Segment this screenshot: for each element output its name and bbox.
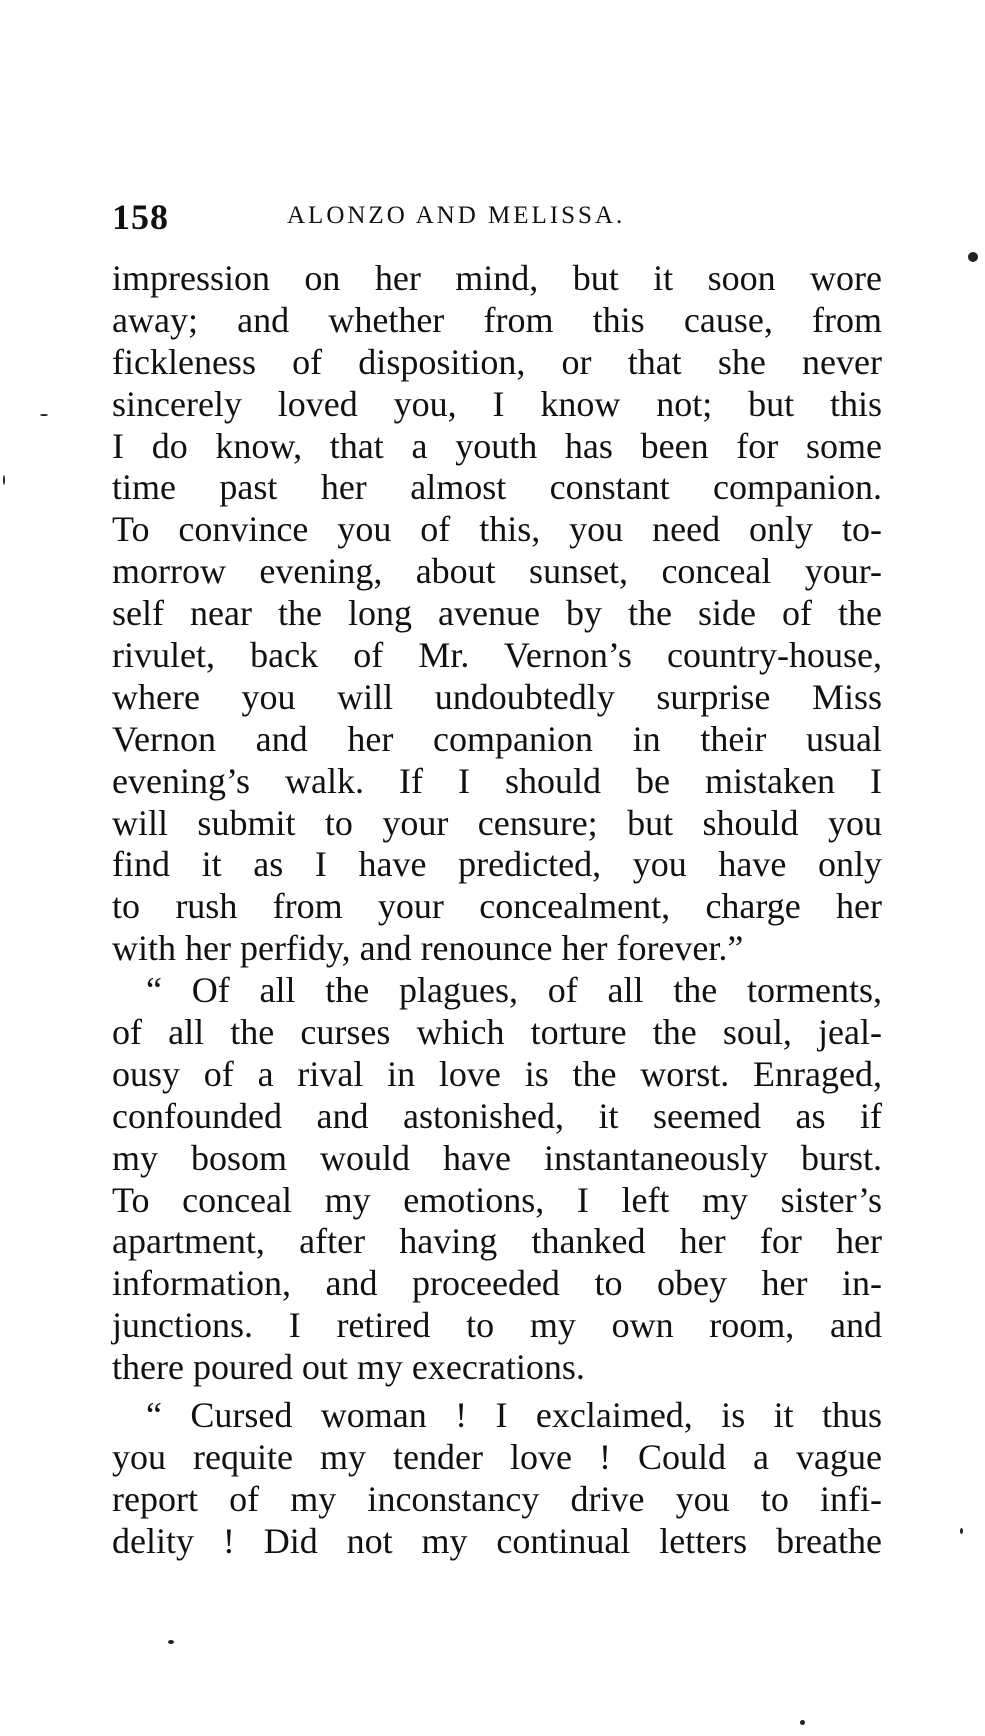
- text-line: ousy of a rival in love is the worst. Enraged,: [112, 1053, 882, 1094]
- text-line: rivulet, back of Mr. Vernon’s country-house,: [112, 635, 882, 676]
- paragraph-3: [112, 1395, 882, 1563]
- ink-speck: [168, 1640, 174, 1644]
- text-line: Vernon and her companion in their usual: [112, 718, 882, 759]
- text-line: self near the long avenue by the side of the: [112, 593, 882, 634]
- text-line: time past her almost constant companion.: [112, 467, 882, 508]
- text-line: To conceal my emotions, I left my sister’s: [112, 1179, 882, 1220]
- text-line: apartment, after having thanked her for her: [112, 1221, 882, 1262]
- text-line: away; and whether from this cause, from: [112, 299, 882, 340]
- text-line: my bosom would have instantaneously burst.: [112, 1137, 882, 1178]
- text-line: “ Cursed woman ! I exclaimed, is it thus: [146, 1395, 882, 1436]
- text-line: I do know, that a youth has been for some: [112, 425, 882, 466]
- paragraph-2: [112, 970, 882, 1389]
- text-line: will submit to your censure; but should you: [112, 802, 882, 843]
- ink-speck: [40, 414, 48, 416]
- text-line: “ Of all the plagues, of all the torments,: [146, 970, 882, 1011]
- text-line: morrow evening, about sunset, conceal your-: [112, 551, 882, 592]
- text-line: impression on her mind, but it soon wore: [112, 258, 882, 298]
- running-title: ALONZO AND MELISSA.: [287, 202, 626, 229]
- text-line: delity ! Did not my continual letters breathe: [112, 1520, 882, 1561]
- ink-speck: [968, 252, 978, 262]
- text-line: sincerely loved you, I know not; but this: [112, 383, 882, 424]
- paragraph-1: [112, 258, 882, 970]
- text-line: there poured out my execrations.: [112, 1347, 585, 1388]
- text-line: you requite my tender love ! Could a vague: [112, 1436, 882, 1477]
- text-line: To convince you of this, you need only to-: [112, 509, 882, 550]
- text-line: confounded and astonished, it seemed as if: [112, 1095, 882, 1136]
- ink-speck: [960, 1528, 963, 1534]
- text-line: with her perfidy, and renounce her forever.”: [112, 928, 744, 969]
- text-line: junctions. I retired to my own room, and: [112, 1305, 882, 1346]
- text-line: to rush from your concealment, charge her: [112, 886, 882, 927]
- text-line: find it as I have predicted, you have only: [112, 844, 882, 885]
- text-line: evening’s walk. If I should be mistaken I: [112, 760, 882, 801]
- text-line: where you will undoubtedly surprise Miss: [112, 676, 882, 717]
- text-line: of all the curses which torture the soul, jeal-: [112, 1012, 882, 1053]
- ink-speck: [800, 1720, 805, 1725]
- ink-speck: [3, 475, 5, 485]
- body-text: [112, 258, 882, 1563]
- text-line: report of my inconstancy drive you to infi-: [112, 1478, 882, 1519]
- page-header: [112, 196, 892, 246]
- page-number: 158: [112, 197, 169, 237]
- text-line: fickleness of disposition, or that she never: [112, 341, 882, 382]
- text-line: information, and proceeded to obey her in-: [112, 1263, 882, 1304]
